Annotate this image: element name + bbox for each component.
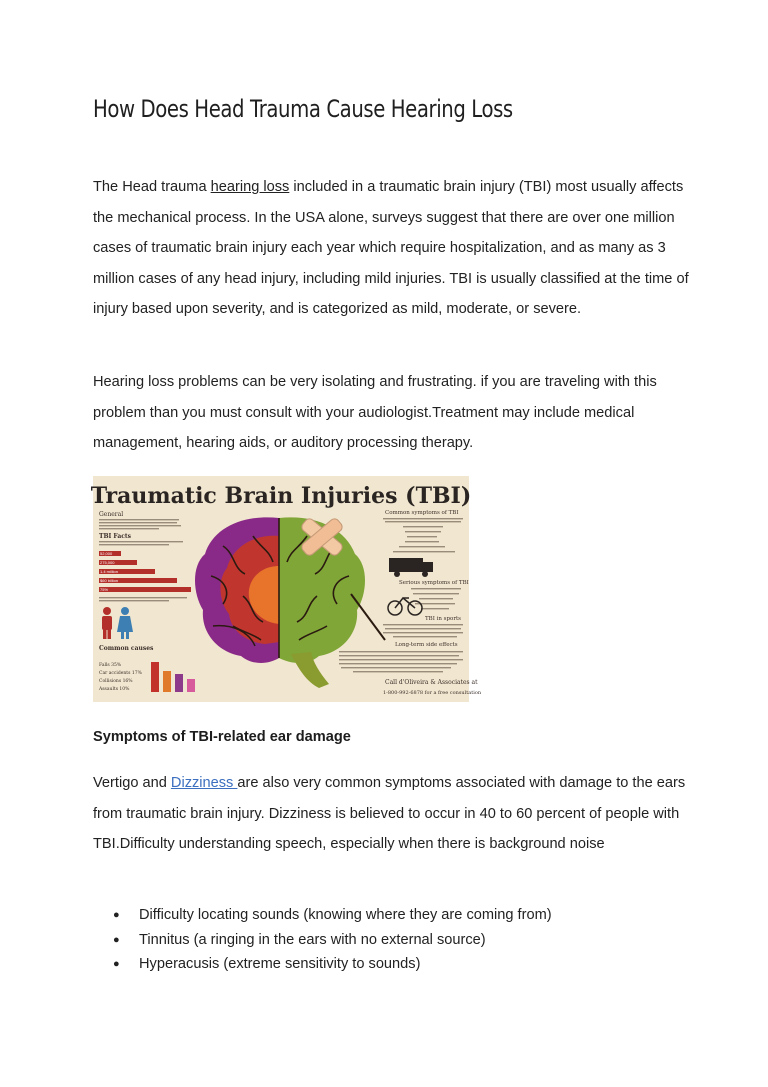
cause-falls: Falls 35% <box>99 663 122 668</box>
page-title: How Does Head Trauma Cause Hearing Loss <box>93 95 513 123</box>
symptoms-paragraph <box>93 768 693 860</box>
stat-label: 275,000 <box>100 560 115 565</box>
right-sports: TBI in sports <box>425 616 461 622</box>
right-long-term: Long-term side effects <box>395 642 458 648</box>
right-phone: 1-800-992-6878 for a free consultation <box>383 690 482 696</box>
stat-label: 1.4 million <box>100 569 119 574</box>
list-item: ● Tinnitus (a ringing in the ears with no external source) <box>113 928 552 953</box>
cause-assaults: Assaults 10% <box>99 687 130 692</box>
symptoms-text-rest: are also very common symptoms associated with damage to the ears from traumatic brain injury. Dizziness is believed to occur in 40 to 60 percent of people with TBI.Difficulty understanding speech, especially when there is background noise <box>93 775 686 852</box>
cause-collisions: Collisions 16% <box>99 679 133 684</box>
symptom-list <box>113 903 552 977</box>
cause-bar <box>175 674 183 692</box>
tbi-infographic <box>90 476 482 702</box>
right-common-symptoms: Common symptoms of TBI <box>385 510 459 516</box>
intro-text-start: The Head trauma <box>93 179 211 195</box>
stat-bar <box>99 587 191 592</box>
cause-bar <box>163 671 171 692</box>
dizziness-link[interactable]: Dizziness <box>170 775 238 791</box>
right-call: Call d'Oliveira & Associates at <box>385 679 478 686</box>
stat-label: 52,000 <box>100 551 113 556</box>
symptoms-text-start: Vertigo and <box>93 775 171 791</box>
hearing-loss-link[interactable]: hearing loss <box>210 179 290 195</box>
cause-bar <box>151 662 159 692</box>
right-serious-symptoms: Serious symptoms of TBI <box>399 580 469 586</box>
section-heading: Symptoms of TBI-related ear damage <box>93 729 351 745</box>
infographic-facts-label: TBI Facts <box>99 533 132 540</box>
infographic-heading: Traumatic Brain Injuries (TBI) <box>90 483 472 509</box>
stat-label: 75% <box>100 587 109 592</box>
infographic-general-label: General <box>99 511 124 518</box>
list-item: ● Hyperacusis (extreme sensitivity to sounds) <box>113 952 552 977</box>
stat-label: $60 billion <box>100 578 119 583</box>
treatment-paragraph: Hearing loss problems can be very isolating and frustrating. if you are traveling with this problem than you must consult with your audiologist.Treatment may include medical management, hearing aids, or auditory processing therapy. <box>93 374 657 451</box>
common-causes-label: Common causes <box>99 645 154 652</box>
cause-bar <box>187 679 195 692</box>
intro-paragraph <box>93 172 693 325</box>
intro-text-rest: included in a traumatic brain injury (TBI) most usually affects the mechanical process. In the USA alone, surveys suggest that there are over one million cases of traumatic brain injury each year which require hospitalization, and as many as 3 million cases of any head injury, including mild injuries. TBI is usually classified at the time of injury based upon severity, and is categorized as mild, moderate, or severe. <box>93 179 689 317</box>
list-item: ● Difficulty locating sounds (knowing where they are coming from) <box>113 903 552 928</box>
cause-car: Car accidents 17% <box>99 671 142 676</box>
